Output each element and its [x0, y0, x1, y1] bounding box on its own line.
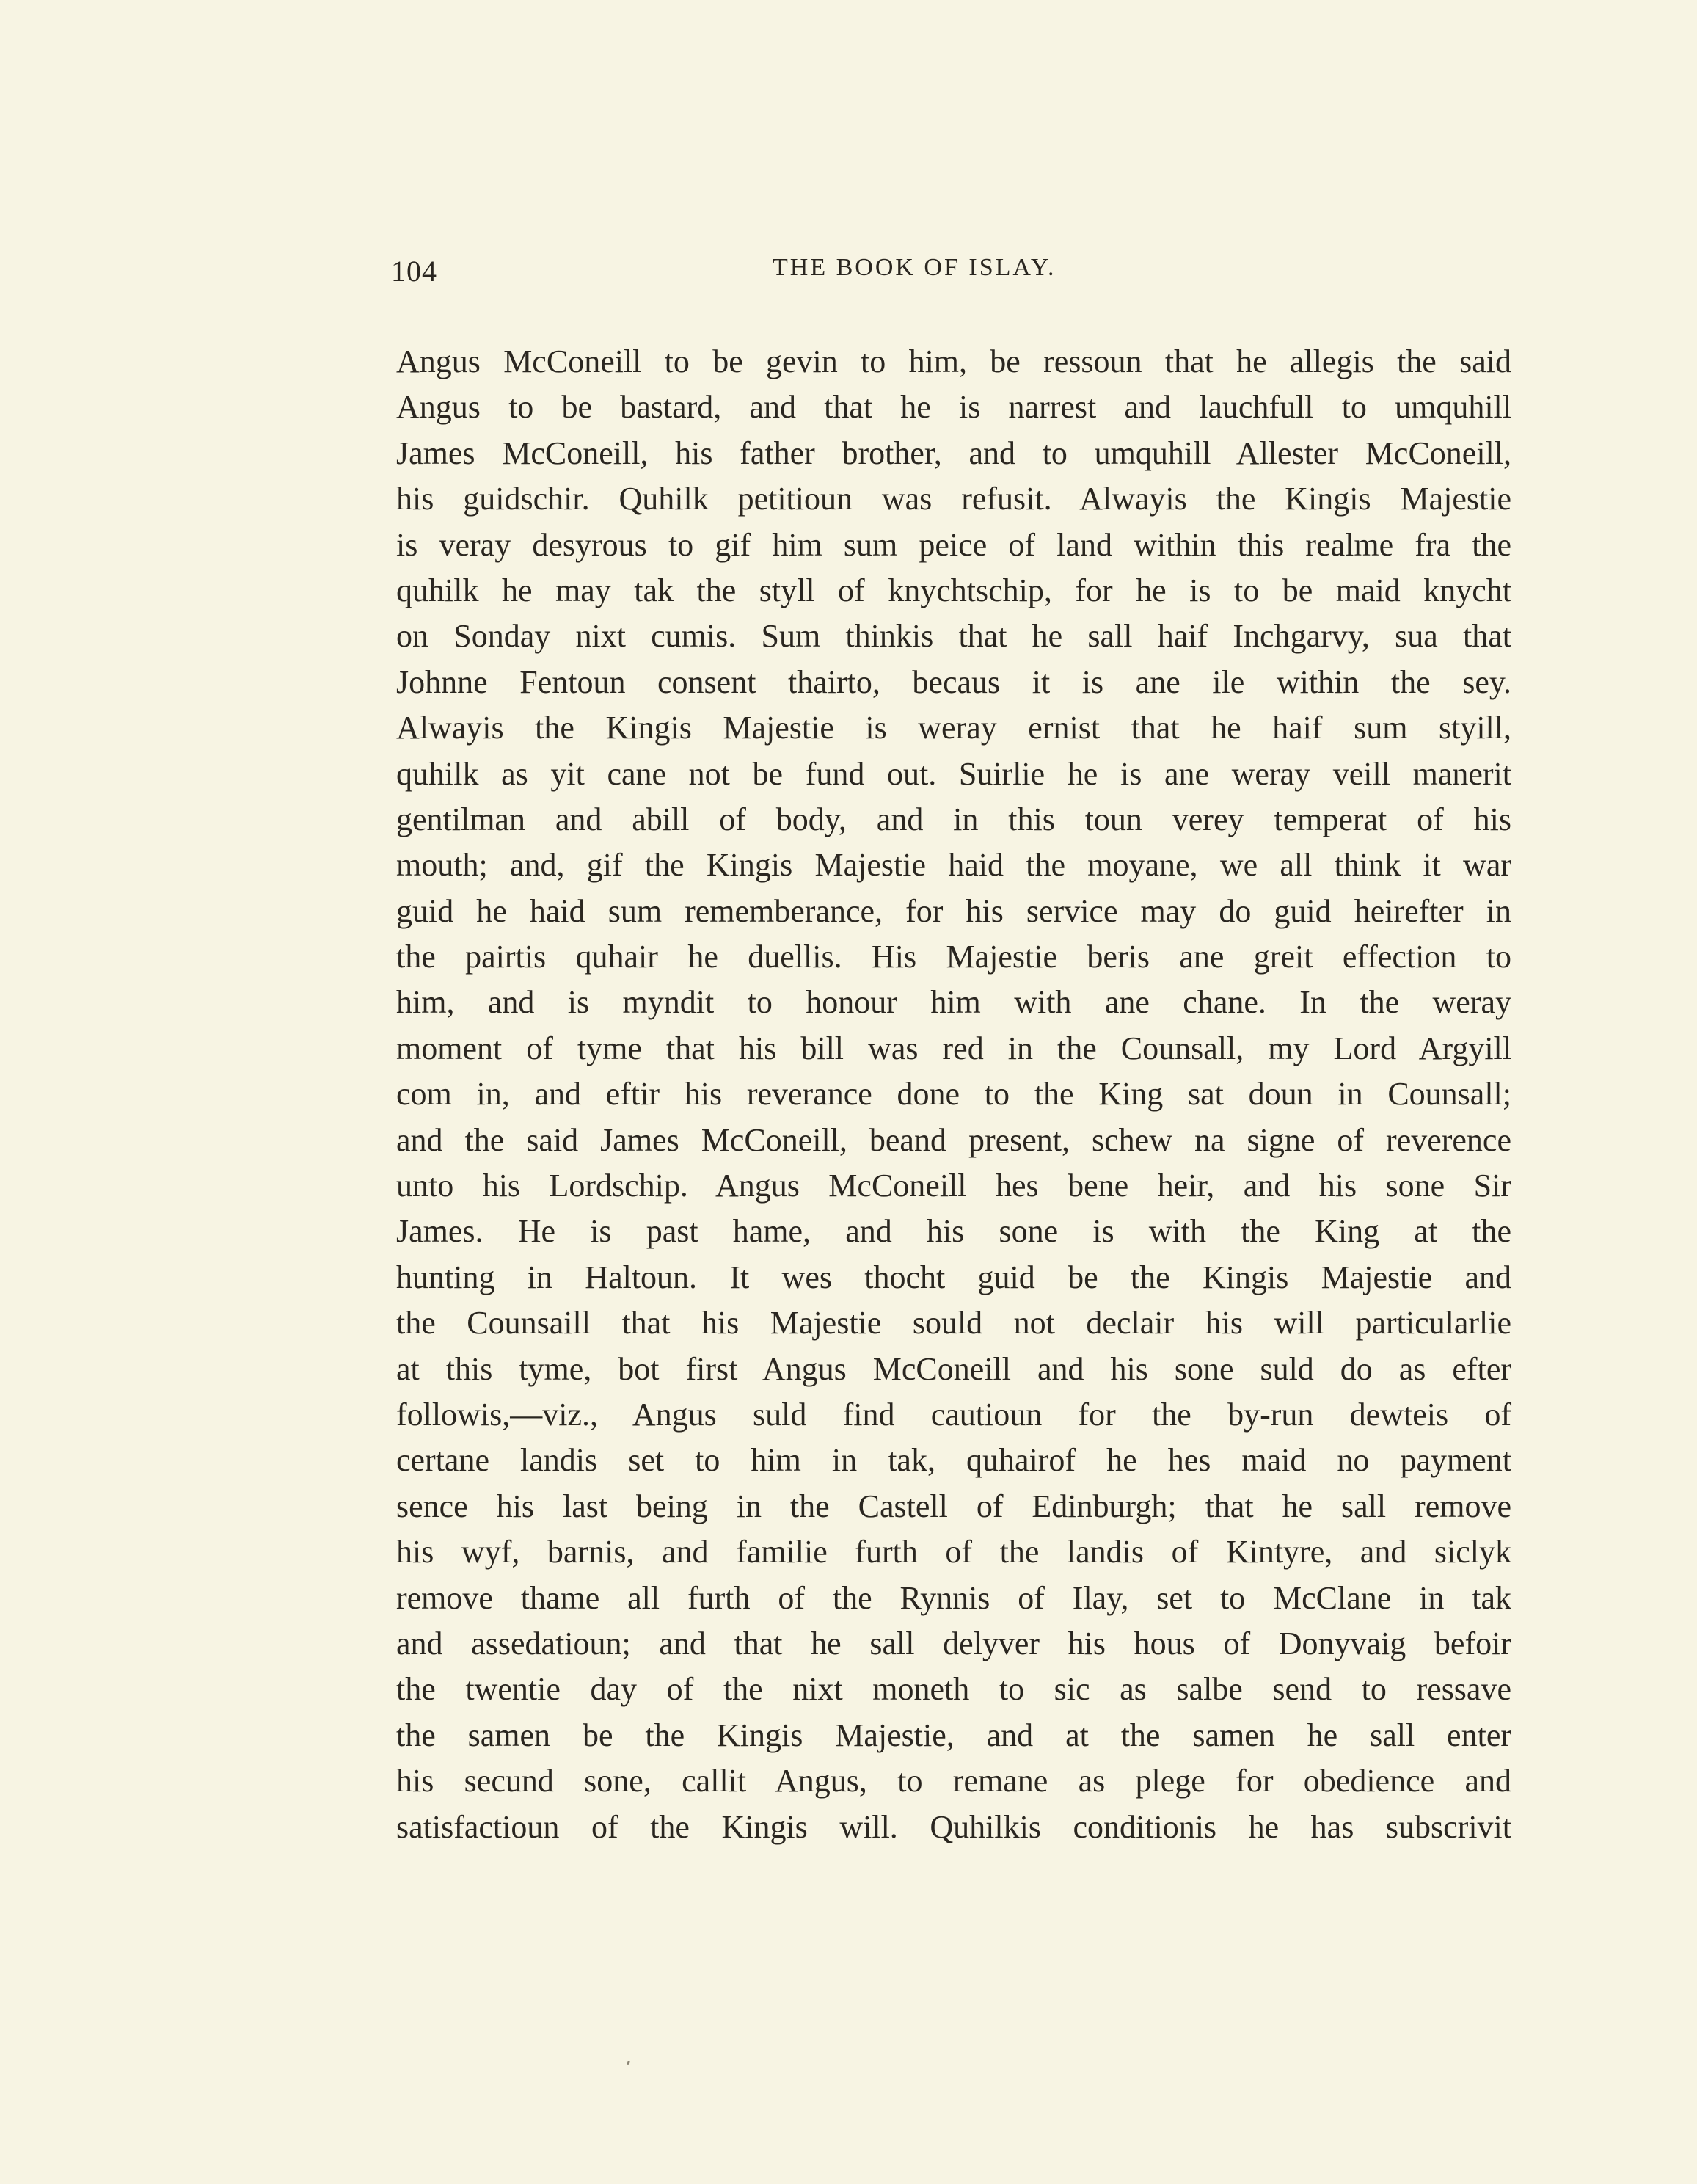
text-line: his wyf, barnis, and familie furth of the landis of Kintyre, and siclyk [396, 1534, 1511, 1570]
text-line: the pairtis quhair he duellis. His Majestie beris ane greit effection to [396, 939, 1511, 975]
text-line: on Sonday nixt cumis. Sum thinkis that he sall haif Inchgarvy, sua that [396, 618, 1511, 655]
text-line: James McConeill, his father brother, and to umquhill Allester McConeill, [396, 434, 1511, 471]
text-line: gentilman and abill of body, and in this toun verey temperat of his [396, 801, 1511, 837]
page-header [391, 254, 1514, 298]
text-line: Angus McConeill to be gevin to him, be ressoun that he allegis the said [396, 343, 1511, 379]
text-line: remove thame all furth of the Rynnis of Ilay, set to McClane in tak [396, 1579, 1511, 1616]
text-line: Alwayis the Kingis Majestie is weray ernist that he haif sum styill, [396, 710, 1511, 746]
page-number: 104 [391, 255, 437, 288]
text-line: at this tyme, bot first Angus McConeill and his sone suld do as efter [396, 1350, 1511, 1387]
text-line: Angus to be bastard, and that he is narrest and lauchfull to umquhill [396, 389, 1511, 426]
text-line: Johnne Fentoun consent thairto, becaus it is ane ile within the sey. [396, 663, 1511, 700]
text-line: and the said James McConeill, beand present, schew na signe of reverence [396, 1121, 1511, 1158]
text-line: moment of tyme that his bill was red in the Counsall, my Lord Argyill [396, 1030, 1511, 1066]
text-line: hunting in Haltoun. It wes thocht guid be the Kingis Majestie and [396, 1259, 1511, 1295]
text-line: satisfactioun of the Kingis will. Quhilkis conditionis he has subscrivit [396, 1808, 1511, 1845]
text-line: quhilk he may tak the styll of knychtschip, for he is to be maid knycht [396, 572, 1511, 608]
text-line: the twentie day of the nixt moneth to sic as salbe send to ressave [396, 1671, 1511, 1708]
text-line: com in, and eftir his reverance done to the King sat doun in Counsall; [396, 1076, 1511, 1113]
text-line: him, and is myndit to honour him with ane chane. In the weray [396, 984, 1511, 1021]
text-line: James. He is past hame, and his sone is with the King at the [396, 1213, 1511, 1250]
text-line: and assedatioun; and that he sall delyver his hous of Donyvaig befoir [396, 1625, 1511, 1661]
text-line: is veray desyrous to gif him sum peice of land within this realme fra the [396, 526, 1511, 563]
text-line: certane landis set to him in tak, quhairof he hes maid no payment [396, 1442, 1511, 1479]
text-line: sence his last being in the Castell of Edinburgh; that he sall remove [396, 1488, 1511, 1524]
paper-speck [627, 2061, 630, 2066]
running-head: THE BOOK OF ISLAY. [773, 254, 1056, 281]
text-line: the samen be the Kingis Majestie, and at the samen he sall enter [396, 1717, 1511, 1753]
text-line: the Counsaill that his Majestie sould not declair his will particularlie [396, 1305, 1511, 1342]
text-line: followis,—viz., Angus suld find cautioun for the by-run dewteis of [396, 1396, 1511, 1433]
text-line: quhilk as yit cane not be fund out. Suirlie he is ane weray veill manerit [396, 755, 1511, 792]
text-line: mouth; and, gif the Kingis Majestie haid the moyane, we all think it war [396, 847, 1511, 884]
text-line: his secund sone, callit Angus, to remane as plege for obedience and [396, 1763, 1511, 1799]
text-line: his guidschir. Quhilk petitioun was refusit. Alwayis the Kingis Majestie [396, 481, 1511, 517]
body-text [396, 339, 1511, 1850]
text-line: unto his Lordschip. Angus McConeill hes bene heir, and his sone Sir [396, 1168, 1511, 1204]
text-line: guid he haid sum rememberance, for his service may do guid heirefter in [396, 892, 1511, 929]
